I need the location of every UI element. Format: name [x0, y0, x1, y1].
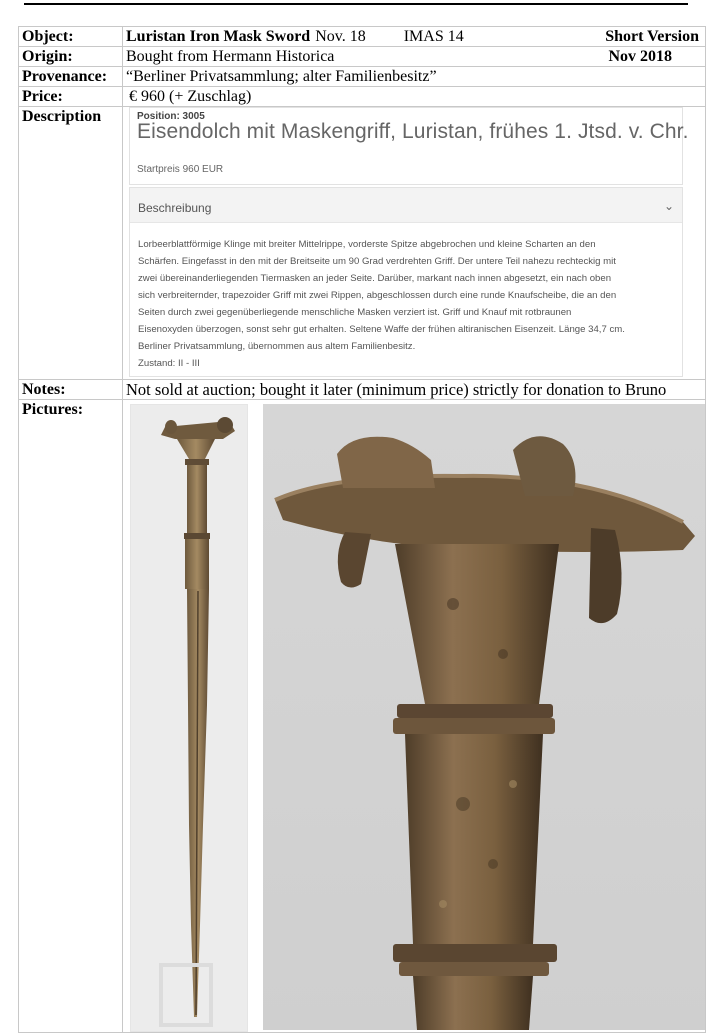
version-label: Short Version: [605, 28, 699, 45]
lot-position: Position: 3005: [137, 111, 205, 122]
pictures-value: [123, 400, 706, 1033]
notes-row: [19, 380, 706, 400]
provenance-label: Provenance:: [19, 67, 123, 87]
description-line: sich verbreiternder, trapezoider Griff mit zwei Rippen, abgeschlossen durch eine runde Knaufscheibe, die an den: [138, 290, 617, 301]
pictures-label: Pictures:: [19, 400, 123, 1033]
dagger-full-photo: [130, 404, 248, 1032]
description-line: Eisenoxyden überzogen, sonst sehr gut erhalten. Seltene Waffe der frühen altiranischen Eisenzeit. Länge 34,7 cm.: [138, 324, 625, 335]
description-line: Berliner Privatsammlung, übernommen aus altem Familienbesitz.: [138, 341, 416, 352]
description-line: Zustand: II - III: [138, 358, 200, 369]
object-date: Nov. 18: [315, 28, 366, 45]
origin-row: [19, 47, 706, 67]
accordion-label: Beschreibung: [138, 201, 212, 215]
origin-value: [123, 47, 706, 67]
origin-label: Origin:: [19, 47, 123, 67]
description-line: Schärfen. Eingefasst in den mit der Breitseite um 90 Grad verdrehten Griff. Der untere Teil nahezu rechteckig mit: [138, 256, 616, 267]
object-value: [123, 27, 706, 47]
description-label: Description: [19, 107, 123, 380]
description-card: [129, 187, 683, 377]
provenance-value: “Berliner Privatsammlung; alter Familienbesitz”: [123, 67, 706, 87]
price-value: € 960 (+ Zuschlag): [123, 87, 706, 107]
pictures-row: [19, 400, 706, 1033]
object-name: Luristan Iron Mask Sword: [126, 28, 311, 45]
description-line: Seiten durch zwei gegenüberliegende menschliche Masken verziert ist. Griff und Knauf mit rotbraunen: [138, 307, 572, 318]
dagger-hilt-closeup-photo: [263, 404, 705, 1030]
notes-label: Notes:: [19, 380, 123, 400]
description-row: [19, 107, 706, 380]
lot-title: Eisendolch mit Maskengriff, Luristan, frühes 1. Jtsd. v. Chr.: [137, 120, 689, 143]
description-value: [123, 107, 706, 380]
origin-date: Nov 2018: [608, 48, 672, 65]
start-price: Startpreis 960 EUR: [137, 164, 224, 175]
description-text: [138, 236, 678, 372]
object-label: Object:: [19, 27, 123, 47]
listing-header-card: [129, 107, 689, 185]
description-line: zwei übereinanderliegenden Tiermasken an jeder Seite. Darüber, markant nach innen abgesetzt, ein nach oben: [138, 273, 612, 284]
object-code: IMAS 14: [403, 28, 464, 45]
notes-value: Not sold at auction; bought it later (minimum price) strictly for donation to Bruno: [123, 380, 706, 400]
record-table: [18, 26, 706, 1033]
price-row: [19, 87, 706, 107]
top-rule: [24, 3, 688, 5]
object-row: [19, 27, 706, 47]
price-label: Price:: [19, 87, 123, 107]
auction-listing-screenshot: [129, 107, 689, 377]
origin-text: Bought from Hermann Historica: [126, 48, 335, 65]
provenance-row: [19, 67, 706, 87]
description-accordion[interactable]: [130, 188, 682, 223]
description-line: Lorbeerblattförmige Klinge mit breiter Mittelrippe, vorderste Spitze abgebrochen und kleine Scharten an den: [138, 239, 596, 250]
chevron-down-icon: ⌄: [663, 199, 674, 213]
